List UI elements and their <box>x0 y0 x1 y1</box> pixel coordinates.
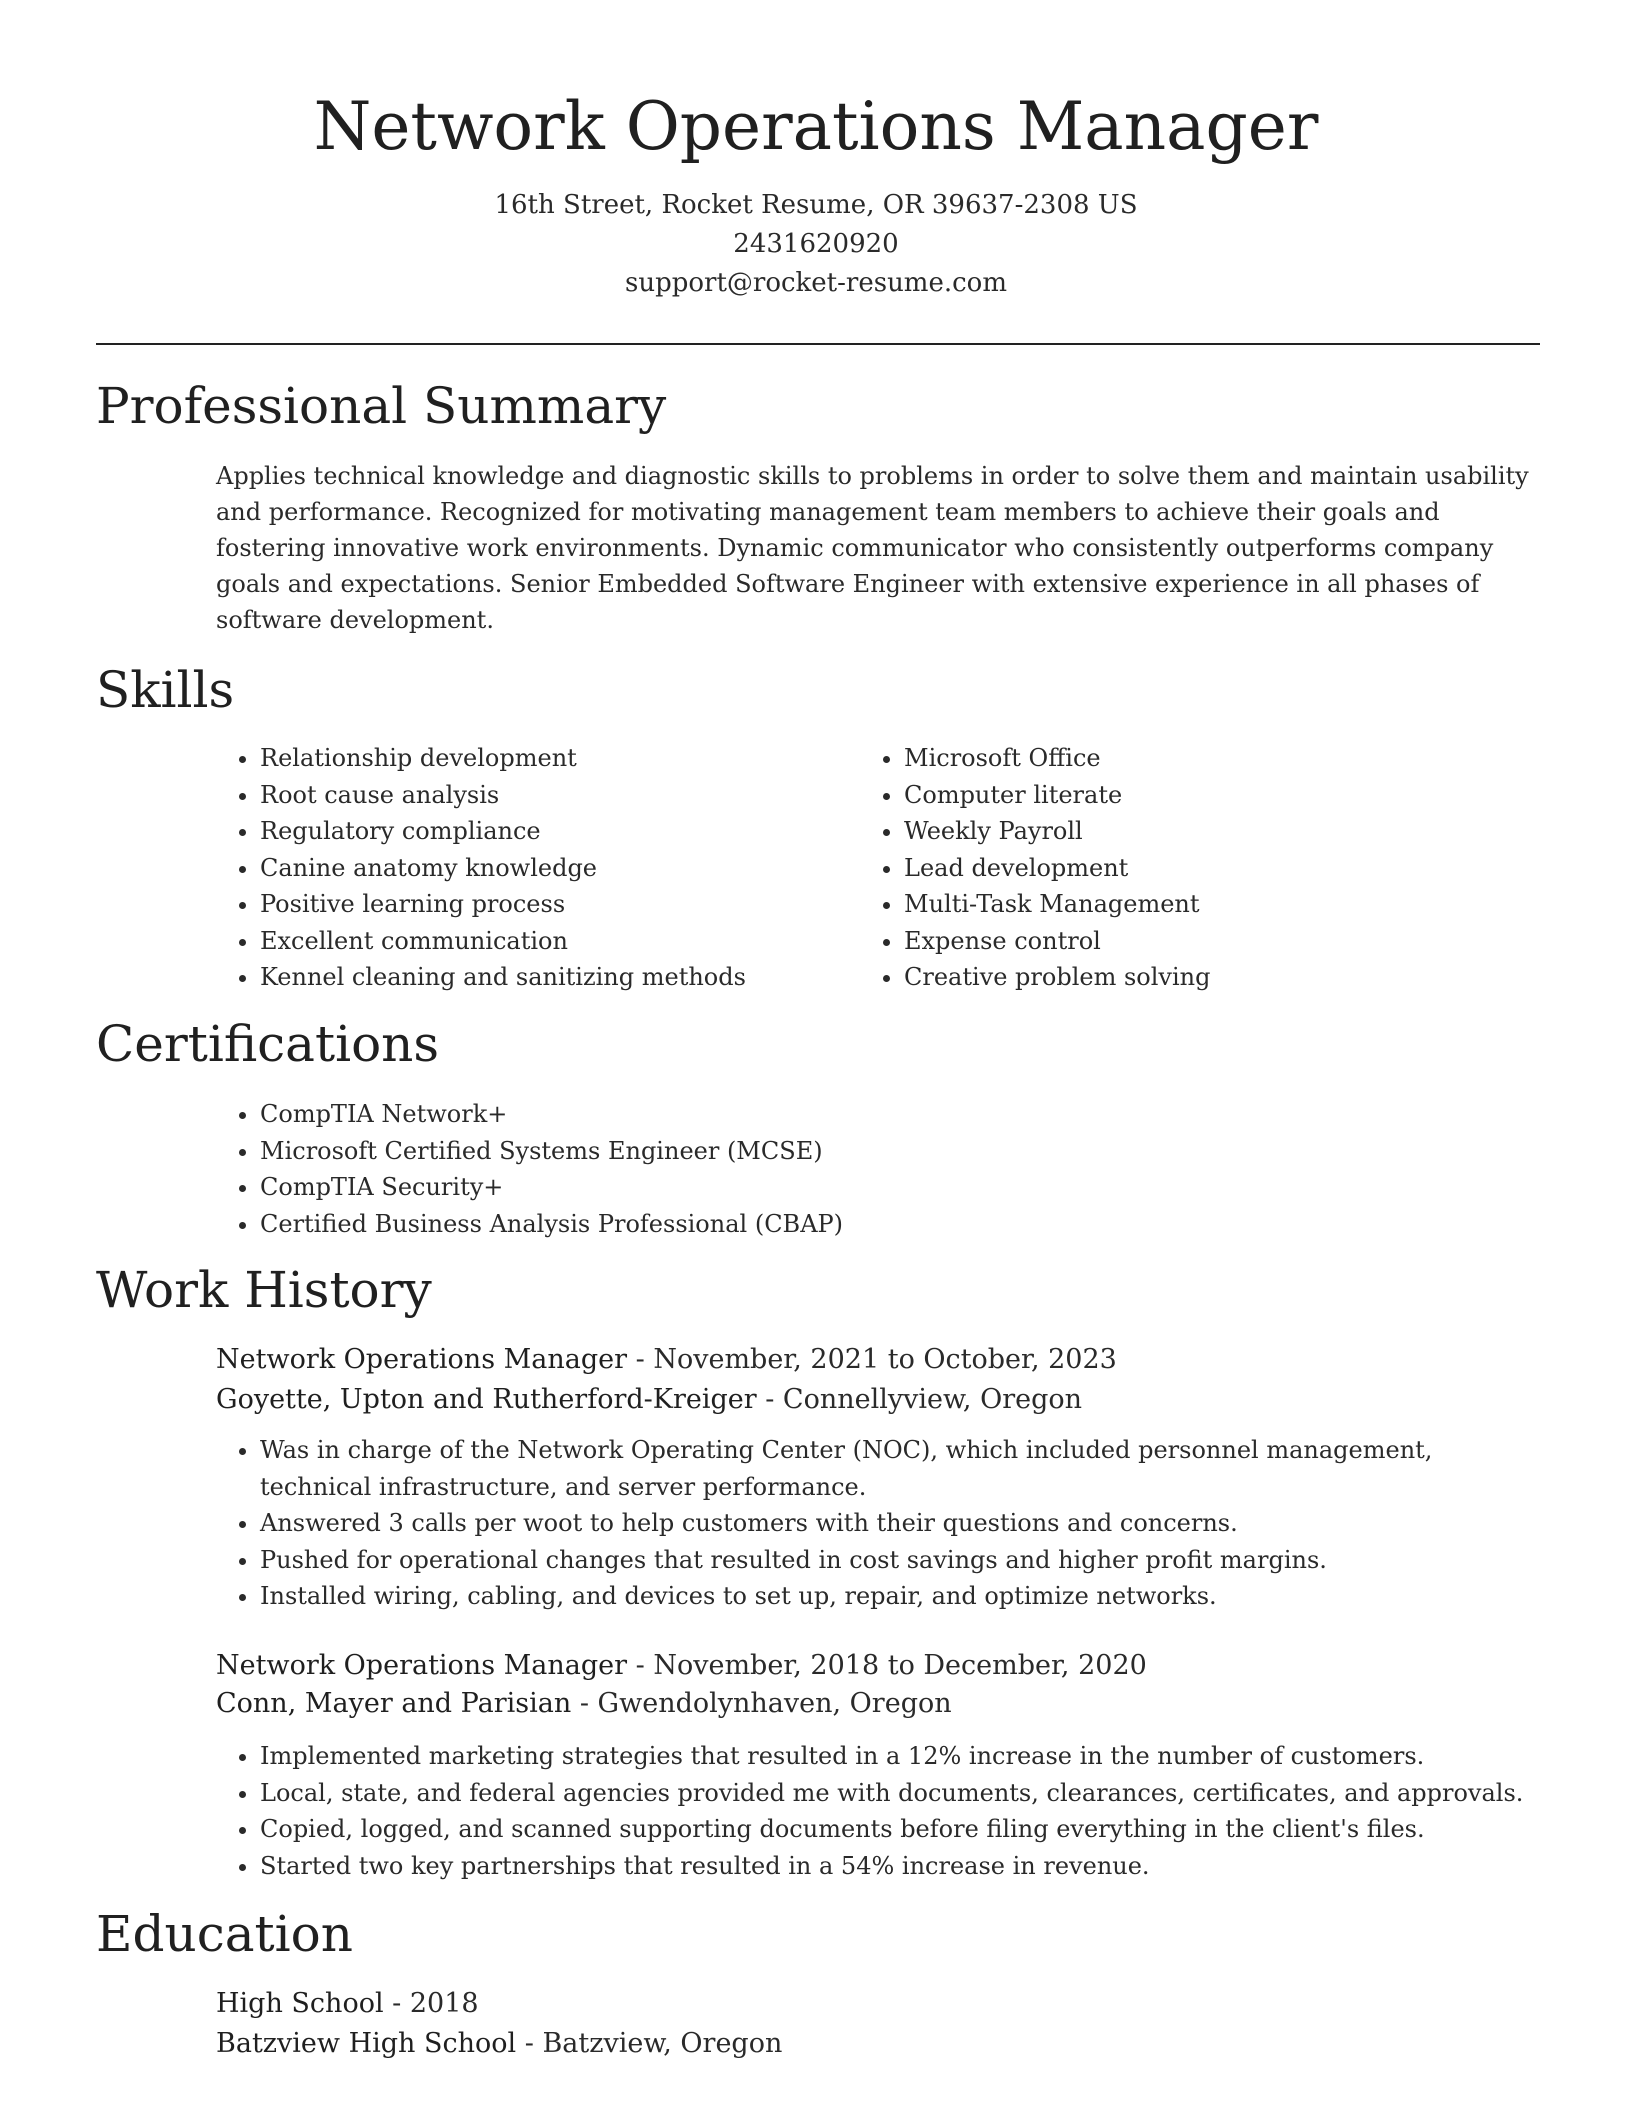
job-1-title-line <box>216 1340 1117 1380</box>
list-item: • Weekly Payroll <box>904 813 1504 850</box>
job-2-company-line <box>216 1684 952 1724</box>
section-title-summary: Professional Summary <box>96 377 667 435</box>
job-1-dates: - November, 2021 to October, 2023 <box>627 1344 1117 1375</box>
list-item: • Installed wiring, cabling, and devices to set up, repair, and optimize networks. <box>260 1578 1550 1615</box>
job-2-bullets <box>216 1738 1580 1884</box>
education-school-line <box>216 2024 782 2064</box>
section-title-skills: Skills <box>96 661 235 719</box>
contact-email: support@rocket-resume.com <box>624 268 1007 298</box>
list-item: • Kennel cleaning and sanitizing methods <box>260 959 820 996</box>
contact-info <box>0 186 1632 303</box>
list-item: • Started two key partnerships that resulted in a 54% increase in revenue. <box>260 1848 1580 1885</box>
list-item: • Implemented marketing strategies that resulted in a 12% increase in the number of customers. <box>260 1738 1580 1775</box>
list-item: • Copied, logged, and scanned supporting documents before filing everything in the client's files. <box>260 1811 1580 1848</box>
job-2-company: Conn, Mayer and Parisian <box>216 1688 572 1719</box>
job-1-role: Network Operations Manager <box>216 1344 628 1375</box>
contact-phone: 2431620920 <box>733 229 899 259</box>
section-title-work-history: Work History <box>96 1261 432 1319</box>
job-1-location: - Connellyview, Oregon <box>756 1384 1083 1415</box>
list-item: • Root cause analysis <box>260 777 820 814</box>
education-year: - 2018 <box>383 1988 479 2019</box>
education-location: - Batzview, Oregon <box>516 2028 783 2059</box>
list-item: • Microsoft Certified Systems Engineer (MCSE) <box>260 1133 1460 1170</box>
list-item: • Multi-Task Management <box>904 886 1504 923</box>
list-item: • Was in charge of the Network Operating Center (NOC), which included personnel management, technical infrastructure, and server performance. <box>260 1432 1550 1505</box>
job-2-title-line <box>216 1646 1147 1686</box>
job-2-location: - Gwendolynhaven, Oregon <box>571 1688 952 1719</box>
education-degree: High School <box>216 1988 384 2019</box>
resume-header <box>0 0 1632 303</box>
section-title-education: Education <box>96 1905 353 1963</box>
list-item: • Regulatory compliance <box>260 813 820 850</box>
list-item: • Relationship development <box>260 740 820 777</box>
list-item: • Canine anatomy knowledge <box>260 850 820 887</box>
job-1-bullets <box>216 1432 1550 1615</box>
job-1-company-line <box>216 1380 1082 1420</box>
education-school: Batzview High School <box>216 2028 517 2059</box>
summary-text: Applies technical knowledge and diagnostic skills to problems in order to solve them and maintain usability and performance. Recognized for motivating management team members to achieve their goals and fostering innovative work environments. Dynamic communicator who consistently outperforms company goals and expectations. Senior Embedded Software Engineer with extensive experience in all phases of software development. <box>216 462 1529 634</box>
contact-address: 16th Street, Rocket Resume, OR 39637-2308 US <box>494 190 1138 220</box>
list-item: • Computer literate <box>904 777 1504 814</box>
list-item: • CompTIA Security+ <box>260 1169 1460 1206</box>
list-item: • Expense control <box>904 923 1504 960</box>
skills-list-right <box>860 740 1504 996</box>
skills-list-left <box>216 740 820 996</box>
job-1-company: Goyette, Upton and Rutherford-Kreiger <box>216 1384 757 1415</box>
list-item: • Microsoft Office <box>904 740 1504 777</box>
header-divider <box>96 343 1540 345</box>
job-2-dates: - November, 2018 to December, 2020 <box>627 1650 1147 1681</box>
list-item: • Excellent communication <box>260 923 820 960</box>
list-item: • Pushed for operational changes that resulted in cost savings and higher profit margins. <box>260 1542 1550 1579</box>
education-degree-line <box>216 1984 479 2024</box>
list-item: • Positive learning process <box>260 886 820 923</box>
list-item: • Local, state, and federal agencies provided me with documents, clearances, certificates, and approvals. <box>260 1775 1580 1812</box>
list-item: • Lead development <box>904 850 1504 887</box>
list-item: • CompTIA Network+ <box>260 1096 1460 1133</box>
job-2-role: Network Operations Manager <box>216 1650 628 1681</box>
list-item: • Creative problem solving <box>904 959 1504 996</box>
list-item: • Answered 3 calls per woot to help customers with their questions and concerns. <box>260 1505 1550 1542</box>
section-title-certifications: Certifications <box>96 1015 440 1073</box>
candidate-name: Network Operations Manager <box>313 88 1319 165</box>
certifications-list <box>216 1096 1460 1242</box>
list-item: • Certified Business Analysis Professional (CBAP) <box>260 1206 1460 1243</box>
